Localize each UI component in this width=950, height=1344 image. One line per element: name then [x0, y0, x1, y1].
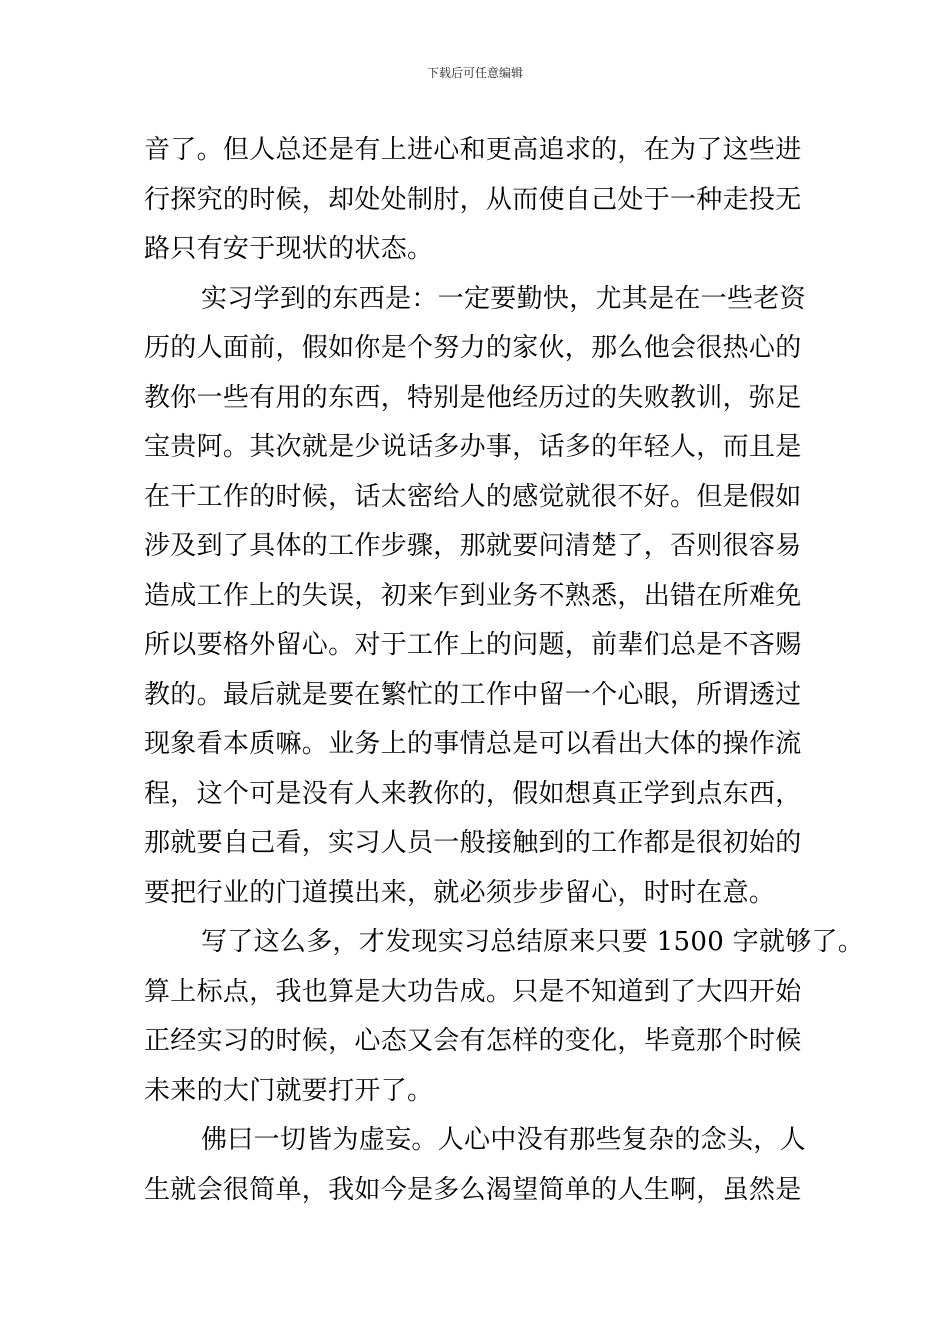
text-line: 未来的大门就要打开了。	[144, 1075, 434, 1106]
page-header: 下载后可任意编辑	[426, 66, 523, 80]
text-line: 写了这么多，才发现实习总结原来只要 1500 字就够了。	[201, 927, 865, 957]
text-line: 行探究的时候，却处处制肘，从而使自己处于一种走投无	[144, 184, 802, 215]
text-line: 音了。但人总还是有上进心和更高追求的，在为了这些进	[144, 135, 802, 165]
text-line: 教你一些有用的东西，特别是他经历过的失败教训，弥足	[144, 382, 802, 413]
text-line: 佛曰一切皆为虚妄。人心中没有那些复杂的念头，人	[201, 1125, 806, 1155]
text-line: 路只有安于现状的状态。	[144, 234, 434, 264]
text-line: 宝贵阿。其次就是少说话多办事，话多的年轻人，而且是	[144, 432, 802, 462]
text-line: 历的人面前，假如你是个努力的家伙，那么他会很热心的	[144, 333, 802, 363]
text-line: 造成工作上的失误，初来乍到业务不熟悉，出错在所难免	[144, 580, 802, 611]
text-line: 正经实习的时候，心态又会有怎样的变化，毕竟那个时候	[144, 1026, 802, 1056]
document-body	[144, 126, 865, 1215]
text-line: 所以要格外留心。对于工作上的问题，前辈们总是不吝赐	[144, 630, 802, 660]
text-line: 那就要自己看，实习人员一般接触到的工作都是很初始的	[144, 828, 802, 858]
text-line: 生就会很简单，我如今是多么渴望简单的人生啊，虽然是	[144, 1174, 802, 1205]
text-line: 涉及到了具体的工作步骤，那就要问清楚了，否则很容易	[144, 531, 802, 561]
text-line: 算上标点，我也算是大功告成。只是不知道到了大四开始	[144, 976, 802, 1007]
text-line: 教的。最后就是要在繁忙的工作中留一个心眼，所谓透过	[144, 679, 802, 710]
text-line: 在干工作的时候，话太密给人的感觉就很不好。但是假如	[144, 481, 802, 512]
text-line: 现象看本质嘛。业务上的事情总是可以看出大体的操作流	[144, 729, 802, 759]
text-line: 程，这个可是没有人来教你的，假如想真正学到点东西，	[144, 778, 802, 809]
text-line: 要把行业的门道摸出来，就必须步步留心，时时在意。	[144, 877, 776, 908]
text-line: 实习学到的东西是：一定要勤快，尤其是在一些老资	[201, 283, 806, 314]
